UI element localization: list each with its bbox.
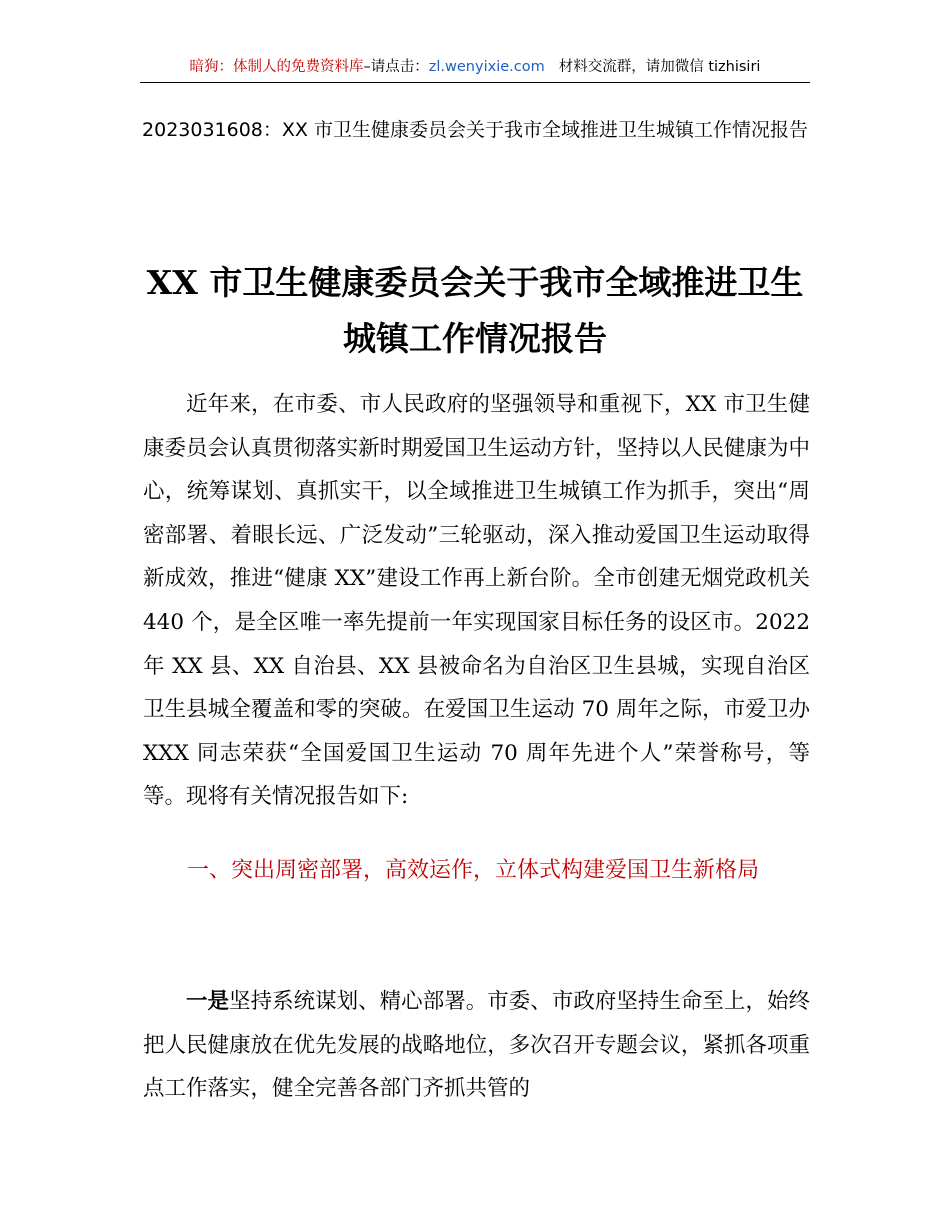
point-one-lead: 一是	[186, 989, 230, 1014]
header-click-prompt: –请点击：	[363, 59, 429, 75]
main-title: XX 市卫生健康委员会关于我市全域推进卫生城镇工作情况报告	[146, 263, 804, 358]
point-one-paragraph	[143, 980, 810, 1111]
document-id-title: 2023031608：XX 市卫生健康委员会关于我市全域推进卫生城镇工作情况报告	[142, 119, 808, 141]
header-brand: 暗狗：体制人的免费资料库	[189, 59, 364, 75]
page-header	[140, 56, 810, 83]
header-site-link[interactable]: zl.wenyixie.com	[428, 59, 545, 75]
intro-paragraph: 近年来，在市委、市人民政府的坚强领导和重视下，XX 市卫生健康委员会认真贯彻落实新时期爱国卫生运动方针，坚持以人民健康为中心，统筹谋划、真抓实干，以全域推进卫生城镇工作为抓手，突出“周密部署、着眼长远、广泛发动”三轮驱动，深入推动爱国卫生运动取得新成效，推进“健康 XX”建设工作再上新台阶。全市创建无烟党政机关 440 个，是全区唯一率先提前一年实现国家目标任务的设区市。2022 年 XX 县、XX 自治县、XX 县被命名为自治区卫生县城，实现自治区卫生县城全覆盖和零的突破。在爱国卫生运动 70 周年之际，市爱卫办 XXX 同志荣获“全国爱国卫生运动 70 周年先进个人”荣誉称号，等等。现将有关情况报告如下:	[143, 392, 810, 810]
section-one-heading: 一、突出周密部署，高效运作，立体式构建爱国卫生新格局	[187, 858, 760, 883]
point-one-text: 坚持系统谋划、精心部署。市委、市政府坚持生命至上，始终把人民健康放在优先发展的战略地位，多次召开专题会议，紧抓各项重点工作落实，健全完善各部门齐抓共管的	[143, 989, 810, 1102]
header-wechat-note: 材料交流群，请加微信 tizhisiri	[558, 59, 761, 75]
